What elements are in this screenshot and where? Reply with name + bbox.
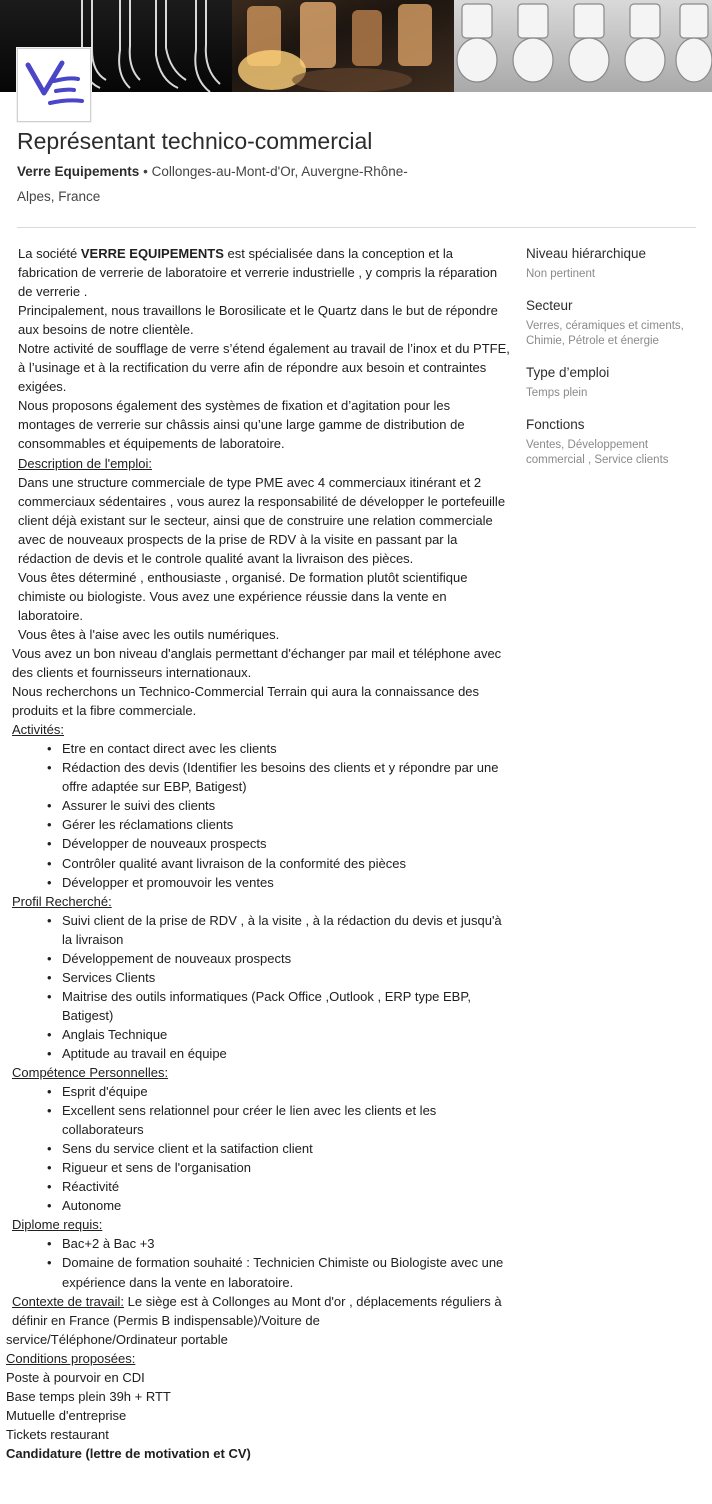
job-header	[17, 126, 697, 209]
intro-paragraph: La société VERRE EQUIPEMENTS est spécialisée dans la conception et la fabrication de verrerie de laboratoire et verrerie industrielle , y compris la réparation de verrerie .	[18, 246, 498, 300]
job-description	[0, 244, 510, 1463]
criteria-heading: Niveau hiérarchique	[526, 246, 647, 261]
job-location: Collonges-au-Mont-d'Or, Auvergne-Rhône-Alpes, France	[17, 164, 408, 204]
conditions-item: Poste à pourvoir en CDI	[6, 1369, 145, 1385]
description-paragraph: Notre activité de soufflage de verre s’étend également au travail de l’inox et du PTFE, à l’usinage et à la rectification du verre afin de répondre aux besoin et contraintes exigées.	[18, 341, 510, 395]
list-item: • Rédaction des devis (Identifier les besoins des clients et y répondre par une offre adaptée sur EBP, Batigest)	[62, 758, 510, 796]
application-note: Candidature (lettre de motivation et CV)	[6, 1445, 251, 1461]
list-item: • Contrôler qualité avant livraison de la conformité des pièces	[62, 854, 510, 873]
skills-list	[0, 1082, 510, 1215]
list-item: • Rigueur et sens de l'organisation	[62, 1158, 510, 1177]
list-item: • Services Clients	[62, 968, 510, 987]
conditions-item: Base temps plein 39h + RTT	[6, 1388, 171, 1404]
cover-glass-flasks-image	[454, 0, 712, 92]
activities-list	[0, 739, 510, 891]
list-item: • Esprit d'équipe	[62, 1082, 510, 1101]
list-item: • Autonome	[62, 1196, 510, 1215]
criteria-value: Verres, céramiques et ciments, Chimie, Pétrole et énergie	[526, 320, 684, 347]
list-item: • Etre en contact direct avec les clients	[62, 739, 510, 758]
job-title: Représentant technico-commercial	[17, 128, 373, 154]
criteria-value: Temps plein	[526, 387, 588, 399]
description-paragraph: Vous êtes déterminé , enthousiaste , organisé. De formation plutôt scientifique chimiste ou biologiste. Vous avez une expérience réussie dans la vente en laboratoire.	[18, 569, 468, 623]
list-item: • Assurer le suivi des clients	[62, 796, 510, 815]
conditions-item: Mutuelle d'entreprise	[6, 1407, 127, 1423]
description-paragraph: Nous recherchons un Technico-Commercial Terrain qui aura la connaissance des produits et la fibre commerciale.	[12, 684, 480, 719]
list-item: • Aptitude au travail en équipe	[62, 1044, 510, 1063]
list-item: • Développer et promouvoir les ventes	[62, 873, 510, 892]
company-name-link[interactable]: Verre Equipements	[17, 164, 140, 179]
profile-heading: Profil Recherché:	[12, 893, 112, 909]
list-item: • Bac+2 à Bac +3	[62, 1234, 510, 1253]
list-item: • Sens du service client et la satifaction client	[62, 1139, 510, 1158]
job-criteria-sidebar	[526, 244, 706, 482]
criteria-functions	[526, 415, 706, 468]
criteria-employment-type	[526, 363, 706, 401]
list-item: • Développement de nouveaux prospects	[62, 949, 510, 968]
criteria-seniority	[526, 244, 706, 282]
list-item: • Développer de nouveaux prospects	[62, 834, 510, 853]
description-paragraph: Nous proposons également des systèmes de fixation et d’agitation pour les montages de verrerie sur châssis ainsi qu’une large gamme de distribution de consommables et équipements de laboratoire.	[18, 398, 465, 452]
conditions-item: Tickets restaurant	[6, 1426, 109, 1442]
criteria-heading: Fonctions	[526, 417, 585, 432]
description-paragraph: Vous avez un bon niveau d'anglais permettant d'échanger par mail et téléphone avec des clients et fournisseurs internationaux.	[12, 645, 502, 681]
description-paragraph: Vous êtes à l'aise avec les outils numériques.	[18, 626, 280, 642]
criteria-heading: Secteur	[526, 298, 573, 313]
cover-glassblowing-image	[232, 0, 454, 92]
list-item: • Anglais Technique	[62, 1025, 510, 1044]
criteria-industry	[526, 296, 706, 349]
list-item: • Domaine de formation souhaité : Technicien Chimiste ou Biologiste avec une expérience dans la vente en laboratoire.	[62, 1253, 510, 1291]
criteria-value: Non pertinent	[526, 268, 596, 280]
conditions-heading: Conditions proposées:	[6, 1350, 136, 1366]
activities-heading: Activités:	[12, 722, 65, 738]
description-paragraph: Dans une structure commerciale de type PME avec 4 commerciaux itinérant et 2 commerciaux sédentaires , vous aurez la responsabilité de développer le portefeuille client déjà existant sur le secteur, ainsi que de construire une relation commerciale avec de nouveaux prospects de la prise de RDV à la visite en passant par la rédaction de devis et le controle qualité avant la livraison des pièces.	[18, 474, 506, 566]
job-description-heading: Description de l'emploi:	[18, 455, 152, 471]
list-item: • Réactivité	[62, 1177, 510, 1196]
list-item: • Gérer les réclamations clients	[62, 815, 510, 834]
criteria-value: Ventes, Développement commercial , Service clients	[526, 439, 669, 466]
separator-bullet: •	[143, 164, 148, 179]
list-item: • Maitrise des outils informatiques (Pack Office ,Outlook , ERP type EBP, Batigest)	[62, 987, 510, 1025]
skills-heading: Compétence Personnelles:	[12, 1065, 169, 1081]
company-location-line	[17, 159, 437, 209]
diploma-heading: Diplome requis:	[12, 1217, 103, 1233]
context-paragraph: Contexte de travail: Le siège est à Collonges au Mont d'or , déplacements réguliers à définir en France (Permis B indispensable)/Voiture de	[12, 1293, 502, 1328]
company-cover-banner	[0, 0, 712, 92]
description-paragraph: Principalement, nous travaillons le Borosilicate et le Quartz dans le but de répondre aux besoins de notre clientèle.	[18, 303, 498, 338]
diploma-list	[0, 1234, 510, 1291]
list-item: • Excellent sens relationnel pour créer le lien avec les clients et les collaborateurs	[62, 1101, 510, 1139]
company-logo[interactable]	[17, 48, 91, 122]
context-paragraph: service/Téléphone/Ordinateur portable	[6, 1331, 228, 1347]
criteria-heading: Type d’emploi	[526, 365, 610, 380]
context-heading: Contexte de travail:	[12, 1293, 125, 1309]
profile-list	[0, 911, 510, 1063]
list-item: • Suivi client de la prise de RDV , à la visite , à la rédaction du devis et jusqu'à la livraison	[62, 911, 510, 949]
header-divider	[17, 227, 696, 228]
